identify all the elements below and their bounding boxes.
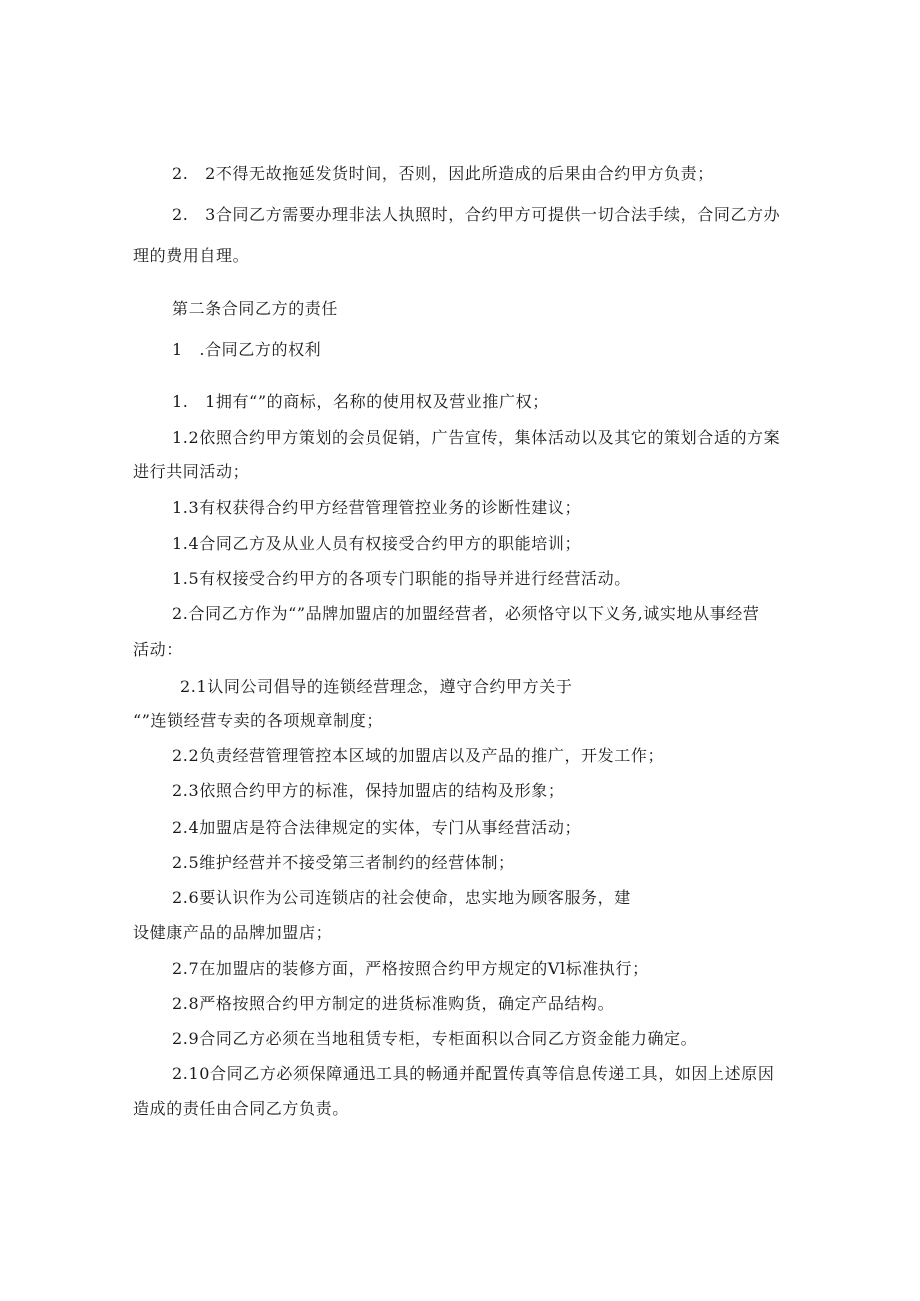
clause-2-3-continued: 理的费用自理。	[133, 246, 250, 265]
clause-2-3-obligation: 2.3依照合约甲方的标准，保持加盟店的结构及形象；	[172, 781, 565, 800]
clause-2-obligations-continued: 活动：	[133, 640, 183, 659]
section-heading: 第二条合同乙方的责任	[172, 299, 339, 318]
clause-2-6: 2.6要认识作为公司连锁店的社会使命，忠实地为顾客服务，建	[172, 888, 631, 907]
clause-2-10-continued: 造成的责任由合同乙方负责。	[133, 1099, 349, 1118]
clause-2-1: 2.1认同公司倡导的连锁经营理念，遵守合约甲方关于	[180, 677, 573, 696]
clause-1-2-continued: 进行共同活动；	[133, 462, 250, 481]
clause-2-5: 2.5维护经营并不接受第三者制约的经营体制；	[172, 853, 515, 872]
clause-1-2: 1.2依照合约甲方策划的会员促销，广告宣传，集体活动以及其它的策划合适的方案	[172, 428, 781, 447]
clause-2-10: 2.10合同乙方必须保障通迅工具的畅通并配置传真等信息传递工具，如因上述原因	[172, 1064, 775, 1083]
clause-2-9: 2.9合同乙方必须在当地租赁专柜，专柜面积以合同乙方资金能力确定。	[172, 1029, 698, 1048]
clause-2-1-continued: “”连锁经营专卖的各项规章制度；	[133, 711, 383, 730]
clause-2-4: 2.4加盟店是符合法律规定的实体，专门从事经营活动；	[172, 818, 582, 837]
clause-1-3: 1.3有权获得合约甲方经营管理管控业务的诊断性建议；	[172, 498, 582, 517]
clause-1-4: 1.4合同乙方及从业人员有权接受合约甲方的职能培训；	[172, 534, 582, 553]
clause-2-8: 2.8严格按照合约甲方制定的进货标准购货，确定产品结构。	[172, 994, 615, 1013]
clause-1-5: 1.5有权接受合约甲方的各项专门职能的指导并进行经营活动。	[172, 569, 631, 588]
clause-2-2: 2. 2不得无故拖延发货时间，否则，因此所造成的后果由合约甲方负责；	[172, 164, 714, 183]
clause-2-6-continued: 设健康产品的品牌加盟店；	[133, 923, 333, 942]
clause-2-7: 2.7在加盟店的装修方面，严格按照合约甲方规定的Vl标准执行；	[172, 959, 649, 978]
subsection-heading-rights: 1 .合同乙方的权利	[172, 340, 322, 359]
clause-1-1: 1. 1拥有“”的商标，名称的使用权及营业推广权；	[172, 392, 549, 411]
clause-2-3: 2. 3合同乙方需要办理非法人执照时，合约甲方可提供一切合法手续，合同乙方办	[172, 205, 781, 224]
clause-2-obligations: 2.合同乙方作为“”品牌加盟店的加盟经营者，必须恪守以下义务,诚实地从事经营	[172, 604, 760, 623]
clause-2-2-obligation: 2.2负责经营管理管控本区域的加盟店以及产品的推广，开发工作；	[172, 746, 665, 765]
